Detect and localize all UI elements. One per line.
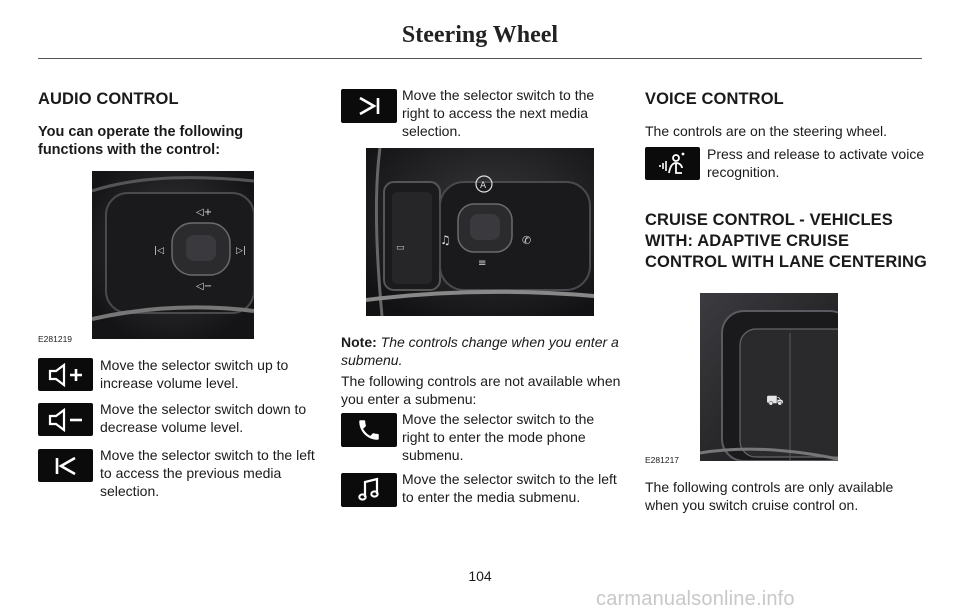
volume-down-icon	[38, 403, 93, 436]
audio-control-photo	[92, 171, 254, 339]
cruise-image-id: E281217	[645, 455, 680, 465]
media-text: Move the selector switch to the left to enter the media submenu.	[402, 471, 617, 505]
audio-image-id: E281219	[38, 334, 73, 344]
svg-text:|◁: |◁	[154, 246, 164, 256]
voice-recognition-icon	[645, 147, 700, 180]
svg-text:◁−: ◁−	[196, 281, 213, 292]
audio-intro: You can operate the following functions with the control:	[38, 124, 244, 158]
skip-next-text: Move the selector switch to the right to access the next media selection.	[402, 87, 595, 139]
voice-press-text: Press and release to activate voice recognition.	[707, 146, 925, 180]
skip-previous-icon	[38, 449, 93, 482]
svg-text:◁+: ◁+	[196, 207, 213, 218]
note	[341, 333, 621, 369]
header-divider	[38, 58, 922, 59]
svg-text:A: A	[480, 181, 487, 191]
cruise-control-photo	[700, 293, 838, 461]
voice-intro: The controls are on the steering wheel.	[645, 123, 888, 139]
page-header-title: Steering Wheel	[401, 22, 559, 48]
skip-previous-text: Move the selector switch to the left to access the previous media selection.	[100, 447, 315, 499]
phone-text: Move the selector switch to the right to enter the mode phone submenu.	[402, 411, 595, 463]
cruise-heading-line2: WITH: ADAPTIVE CRUISE	[645, 232, 850, 250]
note-label: Note:	[341, 334, 377, 350]
svg-text:⛟: ⛟	[766, 393, 784, 409]
watermark: carmanualsonline.info	[596, 588, 795, 610]
page-number: 104	[468, 568, 492, 584]
svg-text:▭: ▭	[396, 243, 405, 253]
svg-text:♫: ♫	[440, 233, 451, 247]
note-text: The controls change when you enter a submenu.	[341, 334, 619, 368]
cruise-footer-text: The following controls are only available when you switch cruise control on.	[645, 479, 894, 513]
skip-next-icon	[341, 89, 397, 123]
phone-icon	[341, 413, 397, 447]
submenu-control-photo	[366, 148, 594, 316]
voice-heading: VOICE CONTROL	[645, 90, 784, 108]
submenu-intro: The following controls are not available when you enter a submenu:	[341, 373, 621, 407]
cruise-heading-line3: CONTROL WITH LANE CENTERING	[645, 253, 927, 271]
music-note-icon	[341, 473, 397, 507]
volume-down-text: Move the selector switch down to decrease volume level.	[100, 401, 307, 435]
svg-text:✆: ✆	[522, 234, 532, 247]
cruise-heading-line1: CRUISE CONTROL - VEHICLES	[645, 211, 893, 229]
audio-heading: AUDIO CONTROL	[38, 90, 179, 108]
volume-up-text: Move the selector switch up to increase volume level.	[100, 357, 289, 391]
volume-up-icon	[38, 358, 93, 391]
svg-text:▷|: ▷|	[236, 246, 246, 256]
svg-text:≡: ≡	[478, 258, 487, 269]
